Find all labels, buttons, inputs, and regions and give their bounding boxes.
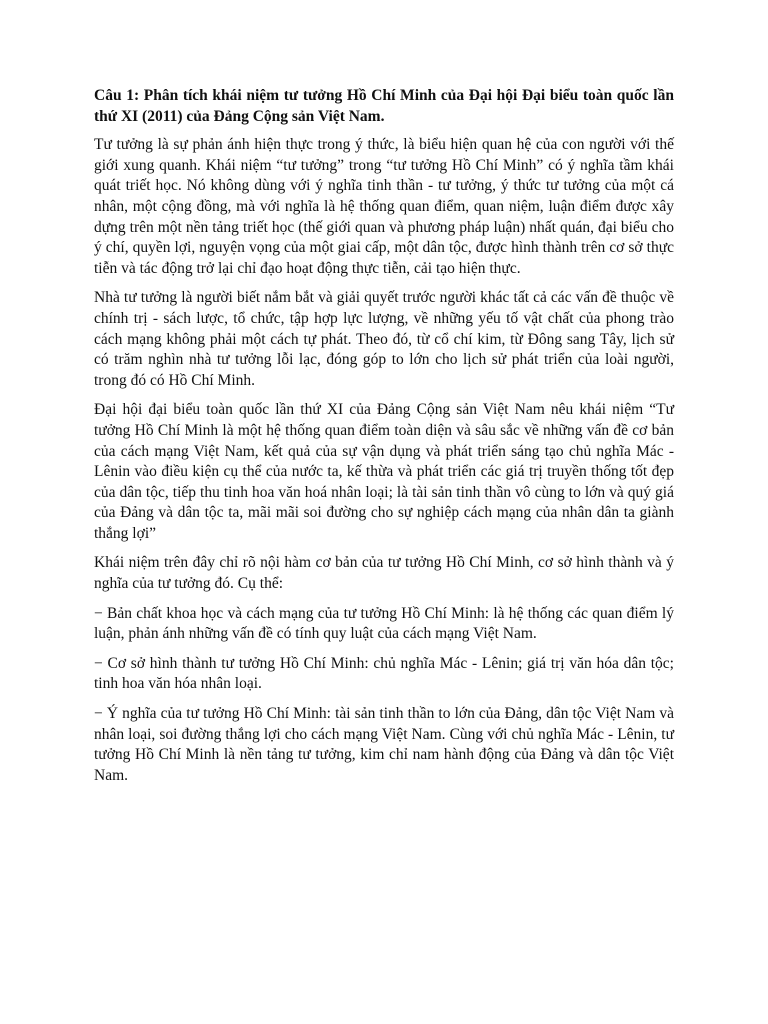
- paragraph-congress-definition: Đại hội đại biểu toàn quốc lần thứ XI của Đảng Cộng sản Việt Nam nêu khái niệm “Tư tưởng Hồ Chí Minh là một hệ thống quan điểm toàn diện và sâu sắc về những vấn đề cơ bản của cách mạng Việt Nam, kết quả của sự vận dụng và phát triển sáng tạo chủ nghĩa Mác - Lênin vào điều kiện cụ thể của nước ta, kế thừa và phát triển các giá trị truyền thống tốt đẹp của dân tộc, tiếp thu tinh hoa văn hoá nhân loại; là tài sản tinh thần vô cùng to lớn và quý giá của Đảng và dân tộc ta, mãi mãi soi đường cho sự nghiệp cách mạng của nhân dân ta giành thắng lợi”: [94, 401, 674, 542]
- bullet-significance: − Ý nghĩa của tư tưởng Hồ Chí Minh: tài sản tinh thần to lớn của Đảng, dân tộc Việt Nam và nhân loại, soi đường thắng lợi cho cách mạng Việt Nam. Cùng với chủ nghĩa Mác - Lênin, tư tưởng Hồ Chí Minh là nền tảng tư tưởng, kim chỉ nam hành động của Đảng và dân tộc Việt Nam.: [94, 705, 674, 784]
- bullet-foundation: − Cơ sở hình thành tư tưởng Hồ Chí Minh: chủ nghĩa Mác - Lênin; giá trị văn hóa dân tộc; tinh hoa văn hóa nhân loại.: [94, 654, 674, 693]
- document-page: [94, 86, 674, 795]
- paragraph-thought-definition: Tư tưởng là sự phản ánh hiện thực trong ý thức, là biểu hiện quan hệ của con người với thế giới xung quanh. Khái niệm “tư tưởng” trong “tư tưởng Hồ Chí Minh” có ý nghĩa tầm khái quát triết học. Nó không dùng với ý nghĩa tinh thần - tư tưởng, ý thức tư tưởng của một cá nhân, một cộng đồng, mà với nghĩa là hệ thống quan điểm, quan niệm, luận điểm được xây dựng trên một nền tảng triết học (thế giới quan và phương pháp luận) nhất quán, đại biểu cho ý chí, quyền lợi, nguyện vọng của một giai cấp, một dân tộc, được hình thành trên cơ sở thực tiễn và tác động trở lại chỉ đạo hoạt động thực tiễn, cải tạo hiện thực.: [94, 136, 674, 277]
- paragraph-concept-summary: Khái niệm trên đây chỉ rõ nội hàm cơ bản của tư tưởng Hồ Chí Minh, cơ sở hình thành và ý nghĩa của tư tưởng đó. Cụ thể:: [94, 554, 674, 593]
- question-heading: Câu 1: Phân tích khái niệm tư tưởng Hồ Chí Minh của Đại hội Đại biểu toàn quốc lần thứ XI (2011) của Đảng Cộng sản Việt Nam.: [94, 87, 674, 125]
- paragraph-thinker: Nhà tư tưởng là người biết nắm bắt và giải quyết trước người khác tất cả các vấn đề thuộc về chính trị - sách lược, tổ chức, tập hợp lực lượng, về những yếu tố vật chất của phong trào cách mạng không phải một cách tự phát. Theo đó, từ cổ chí kim, từ Đông sang Tây, lịch sử có trăm nghìn nhà tư tưởng lỗi lạc, đóng góp to lớn cho lịch sử phát triển của loài người, trong đó có Hồ Chí Minh.: [94, 289, 674, 389]
- bullet-nature: − Bản chất khoa học và cách mạng của tư tưởng Hồ Chí Minh: là hệ thống các quan điểm lý luận, phản ánh những vấn đề có tính quy luật của cách mạng Việt Nam.: [94, 604, 674, 643]
